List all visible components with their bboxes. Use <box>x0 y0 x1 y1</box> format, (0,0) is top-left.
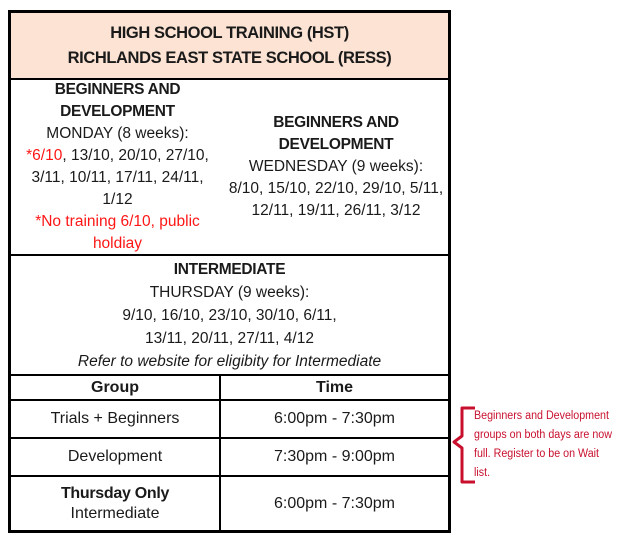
group-cell: Development <box>11 439 221 475</box>
intermediate-dates-line2: 13/11, 20/11, 27/11, 4/12 <box>145 329 314 347</box>
waitlist-annotation-line4: list. <box>474 467 491 479</box>
group-column-header: Group <box>11 376 221 399</box>
waitlist-annotation-line3: full. Register to be on Wait <box>474 448 600 460</box>
monday-dates-line2: 3/11, 10/11, 17/11, 24/11, <box>31 169 204 186</box>
monday-day-line: MONDAY (8 weeks): <box>46 125 189 142</box>
wednesday-dates-line2: 12/11, 19/11, 26/11, 3/12 <box>251 202 421 219</box>
group-cell: Trials + Beginners <box>11 401 221 437</box>
monday-heading-line2: DEVELOPMENT <box>60 103 175 120</box>
group-cell-line2: Intermediate <box>70 504 160 522</box>
monday-dates-line3: 1/12 <box>102 191 133 208</box>
time-cell: 6:00pm - 7:30pm <box>274 494 395 512</box>
intermediate-heading: INTERMEDIATE <box>173 260 286 278</box>
waitlist-annotation-line2: groups on both days are now <box>474 429 612 441</box>
intermediate-dates-line1: 9/10, 16/10, 23/10, 30/10, 6/11, <box>122 306 337 324</box>
intermediate-day-line: THURSDAY (9 weeks): <box>149 283 310 301</box>
wednesday-heading-line1: BEGINNERS AND <box>273 114 399 131</box>
monday-note-line1: *No training 6/10, public <box>35 213 200 230</box>
wednesday-schedule-cell <box>224 80 448 254</box>
table-row-trials-beginners <box>11 401 448 439</box>
monday-dates-line1-rest: , 13/10, 20/10, 27/10, <box>62 147 209 164</box>
time-cell: 6:00pm - 7:30pm <box>274 410 395 427</box>
wednesday-dates-line1: 8/10, 15/10, 22/10, 29/10, 5/11, <box>228 180 444 197</box>
group-cell-line1: Thursday Only <box>60 484 170 502</box>
beginners-development-row <box>11 80 448 256</box>
monday-heading-line1: BEGINNERS AND <box>54 81 181 98</box>
monday-cancelled-date: *6/10 <box>26 147 63 164</box>
time-column-header: Time <box>315 378 354 396</box>
wednesday-day-line: WEDNESDAY (9 weeks): <box>248 158 424 175</box>
title-line-1: HIGH SCHOOL TRAINING (HST) <box>110 23 349 42</box>
schedule-column-header-row <box>11 376 448 401</box>
intermediate-schedule-cell <box>11 256 448 376</box>
table-row-development <box>11 439 448 477</box>
time-cell: 7:30pm - 9:00pm <box>274 448 395 465</box>
group-cell <box>11 477 221 530</box>
title-line-2: RICHLANDS EAST STATE SCHOOL (RESS) <box>67 48 392 67</box>
wednesday-heading-line2: DEVELOPMENT <box>278 136 394 153</box>
intermediate-eligibility-note: Refer to website for eligibity for Intermediate <box>77 352 382 370</box>
waitlist-annotation-line1: Beginners and Development <box>474 410 609 422</box>
monday-dates-line1 <box>11 145 224 167</box>
table-title-header <box>11 13 448 80</box>
monday-schedule-cell <box>11 80 224 254</box>
training-schedule-table <box>8 10 451 533</box>
waitlist-annotation <box>474 407 629 483</box>
monday-note-line2: holdiay <box>92 235 143 252</box>
table-row-thursday-intermediate <box>11 477 448 530</box>
